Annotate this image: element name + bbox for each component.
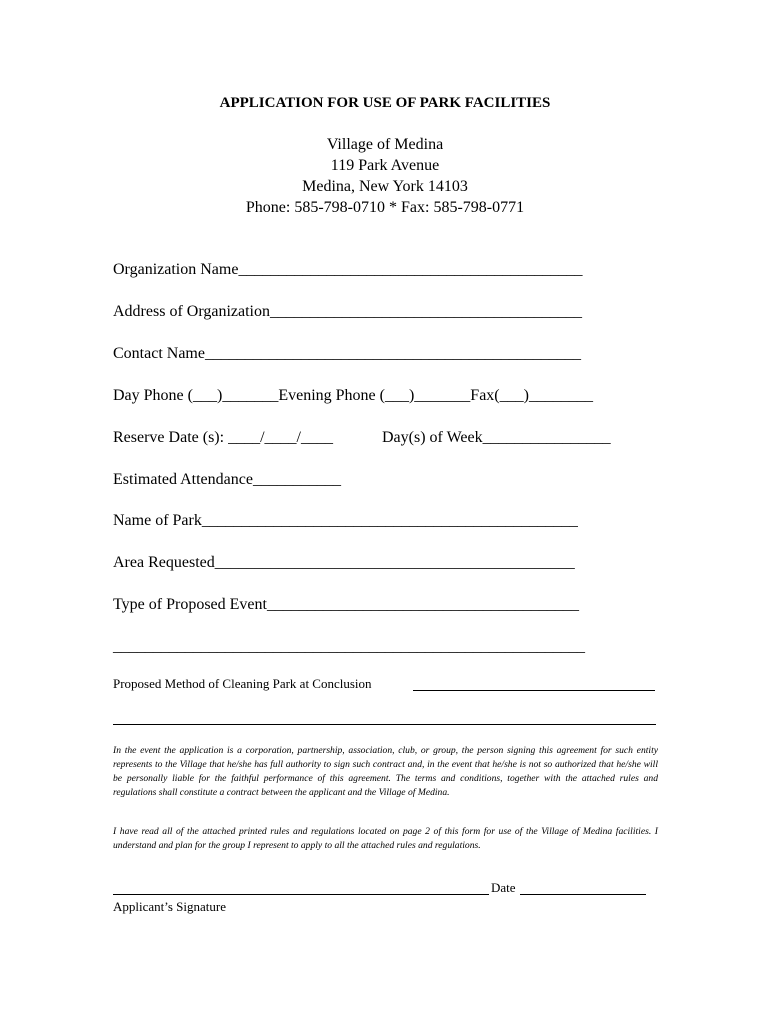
page-title: APPLICATION FOR USE OF PARK FACILITIES	[219, 95, 551, 111]
name-of-park-field[interactable]: Name of Park_______________________________________________	[113, 512, 578, 529]
reserve-date-field[interactable]: Reserve Date (s): ____/____/____	[113, 429, 333, 446]
date-label: Date	[491, 880, 516, 895]
days-of-week-field[interactable]: Day(s) of Week________________	[382, 429, 611, 446]
liability-paragraph: In the event the application is a corporation, partnership, association, club, or group, the person signing this agreement for such entity represents to the Village that he/she has full authority to sign such contract and, in the event that he/she is not so authorized that he/she will be personally liable for the faithful performance of this agreement. The terms and conditions, together with the attached rules and regulations shall constitute a contract between the applicant and the Village of Medina.	[113, 745, 658, 798]
event-type-field[interactable]: Type of Proposed Event_______________________________________	[113, 596, 579, 613]
village-name: Village of Medina	[326, 136, 444, 153]
organization-address-field[interactable]: Address of Organization_______________________________________	[113, 303, 582, 320]
acknowledgement-paragraph: I have read all of the attached printed rules and regulations located on page 2 of this form for use of the Village of Medina facilities. I understand and plan for the group I represent to apply to all the attached rules and regulations.	[113, 826, 658, 851]
street-address: 119 Park Avenue	[330, 157, 440, 174]
contact-name-field[interactable]: Contact Name_______________________________________________	[113, 345, 581, 362]
phone-fax: Phone: 585-798-0710 * Fax: 585-798-0771	[245, 199, 525, 216]
organization-name-field[interactable]: Organization Name___________________________________________	[113, 261, 583, 278]
cleaning-method-label: Proposed Method of Cleaning Park at Conclusion	[113, 676, 372, 691]
signature-line[interactable]	[113, 894, 489, 895]
phone-numbers-field[interactable]: Day Phone (___)_______Evening Phone (___)_______Fax(___)________	[113, 387, 593, 404]
event-type-continuation-line[interactable]: ___________________________________________________________	[113, 638, 585, 655]
applicant-signature-label: Applicant’s Signature	[113, 899, 227, 914]
cleaning-method-continuation-line[interactable]	[113, 724, 656, 725]
area-requested-field[interactable]: Area Requested_____________________________________________	[113, 554, 575, 571]
city-address: Medina, New York 14103	[302, 178, 468, 195]
date-line[interactable]	[520, 894, 646, 895]
estimated-attendance-field[interactable]: Estimated Attendance___________	[113, 471, 341, 488]
cleaning-method-line[interactable]	[413, 690, 655, 691]
